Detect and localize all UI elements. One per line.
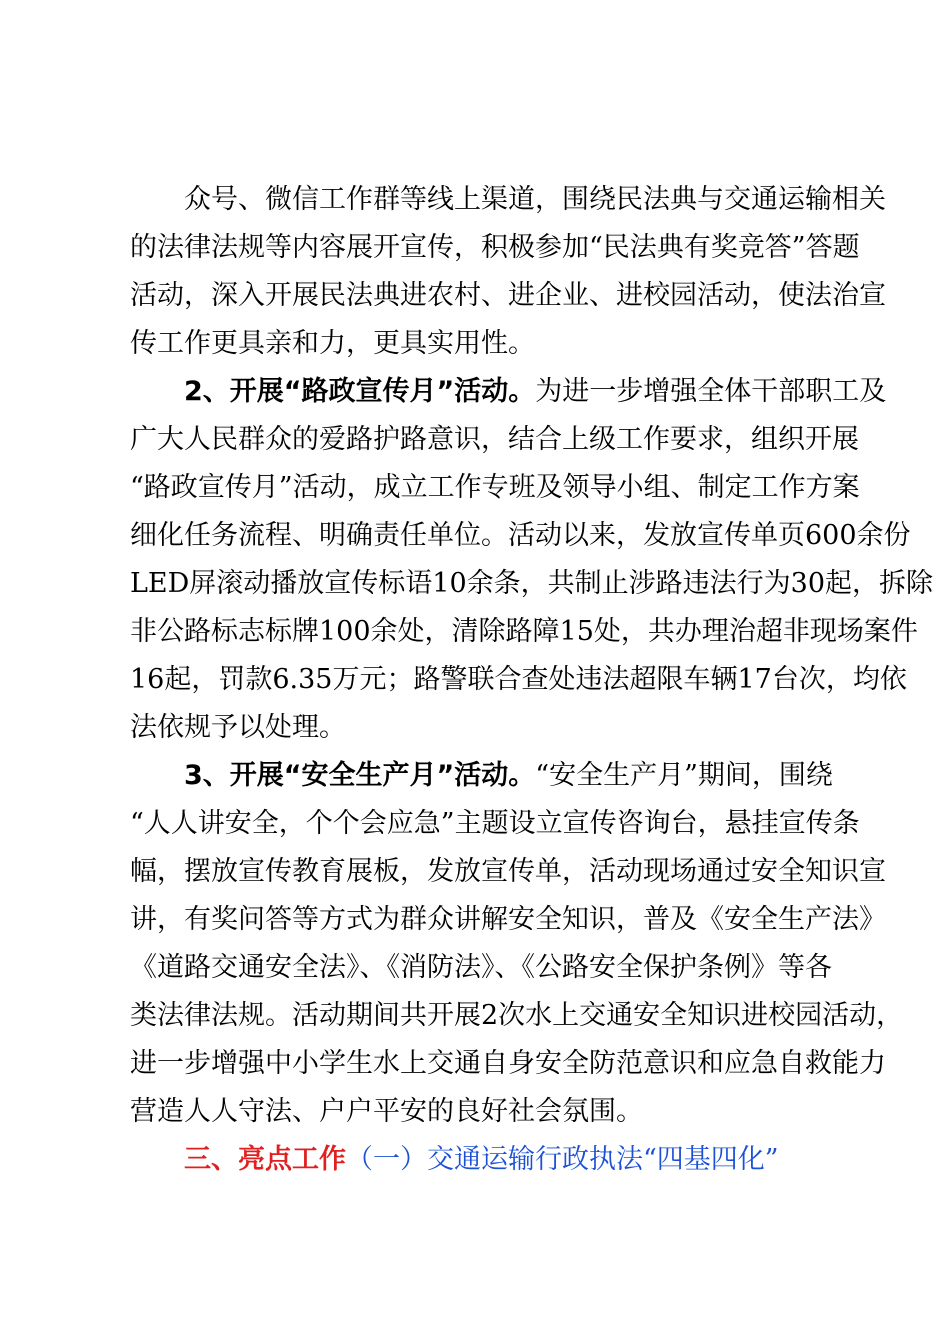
- text-line: 16起，罚款6.35万元；路警联合查处违法超限车辆17台次，均依: [130, 664, 907, 695]
- text-line: 进一步增强中小学生水上交通自身安全防范意识和应急自救能力: [130, 1048, 886, 1079]
- text-line: 细化任务流程、明确责任单位。活动以来，发放宣传单页600余份: [130, 520, 911, 551]
- text-line: 讲，有奖问答等方式为群众讲解安全知识，普及《安全生产法》: [130, 904, 886, 935]
- text-span: “安全生产月”期间，围绕: [535, 760, 833, 791]
- section-heading-sub: （一）交通运输行政执法“四基四化”: [346, 1144, 779, 1175]
- text-line: “路政宣传月”活动，成立工作专班及领导小组、制定工作方案: [130, 472, 860, 503]
- paragraph-lead: 2、开展“路政宣传月”活动。: [184, 376, 536, 407]
- text-line: 法依规予以处理。: [130, 712, 346, 743]
- text-line: 活动，深入开展民法典进农村、进企业、进校园活动，使法治宣: [130, 280, 886, 311]
- text-line: 广大人民群众的爱路护路意识，结合上级工作要求，组织开展: [130, 424, 859, 455]
- text-line: 众号、微信工作群等线上渠道，围绕民法典与交通运输相关: [184, 184, 886, 215]
- section-heading: [130, 1136, 850, 1184]
- text-line: “人人讲安全，个个会应急”主题设立宣传咨询台，悬挂宣传条: [130, 808, 860, 839]
- text-line: 的法律法规等内容展开宣传，积极参加“民法典有奖竞答”答题: [130, 232, 860, 263]
- paragraph-lead: 3、开展“安全生产月”活动。: [184, 760, 536, 791]
- text-line: 《道路交通安全法》、《消防法》、《公路安全保护条例》等各: [130, 952, 832, 983]
- text-line: 传工作更具亲和力，更具实用性。: [130, 328, 535, 359]
- section-heading-main: 三、亮点工作: [184, 1144, 346, 1175]
- text-line: 类法律法规。活动期间共开展2次水上交通安全知识进校园活动，: [130, 1000, 904, 1031]
- document-body: [130, 176, 933, 1184]
- text-line: 非公路标志标牌100余处，清除路障15处，共办理治超非现场案件: [130, 616, 918, 647]
- text-line: [130, 368, 887, 416]
- text-line: 营造人人守法、户户平安的良好社会氛围。: [130, 1096, 643, 1127]
- text-line: [130, 752, 850, 800]
- text-span: 为进一步增强全体干部职工及: [535, 376, 887, 407]
- text-line: 幅，摆放宣传教育展板，发放宣传单，活动现场通过安全知识宣: [130, 856, 886, 887]
- text-line: LED屏滚动播放宣传标语10余条，共制止涉路违法行为30起，拆除: [130, 568, 933, 599]
